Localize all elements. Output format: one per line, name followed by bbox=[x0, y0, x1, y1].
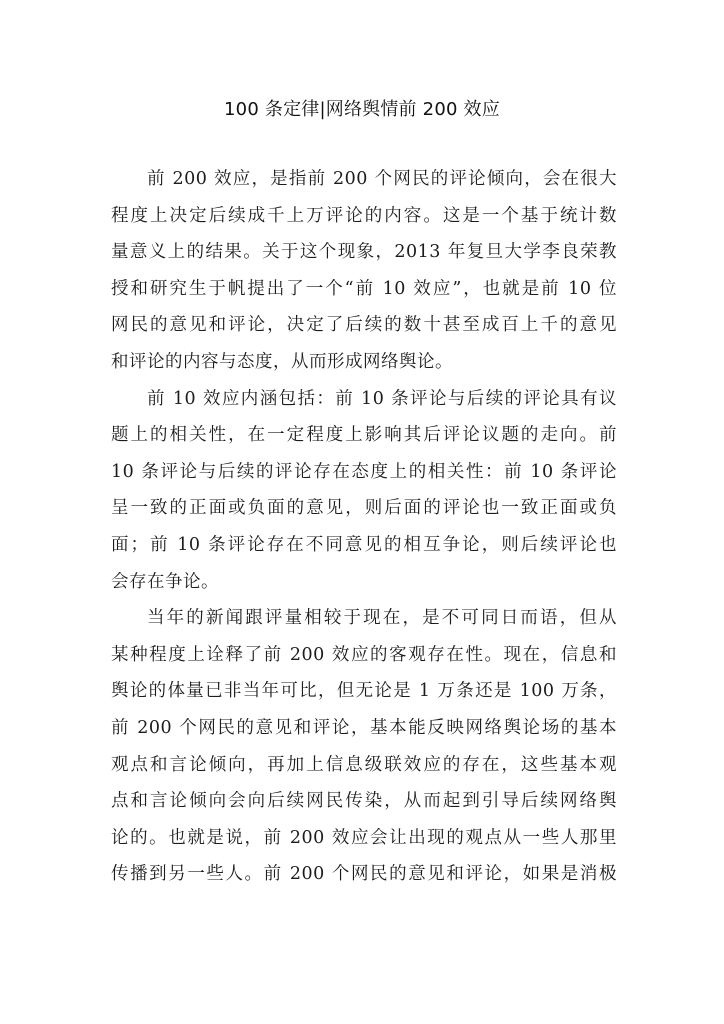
text-line: 前 200 个网民的意见和评论，基本能反映网络舆论场的基本 bbox=[111, 717, 617, 738]
text-line: 点和言论倾向会向后续网民传染，从而起到引导后续网络舆 bbox=[111, 791, 617, 812]
paragraph-3 bbox=[111, 600, 617, 893]
text-line: 传播到另一些人。前 200 个网民的意见和评论，如果是消极 bbox=[111, 864, 617, 885]
text-line: 授和研究生于帆提出了一个“前 10 效应”，也就是前 10 位 bbox=[111, 278, 617, 299]
text-line: 当年的新闻跟评量相较于现在，是不可同日而语，但从 bbox=[147, 608, 617, 629]
paragraph-1 bbox=[111, 161, 617, 381]
text-line: 会存在争论。 bbox=[111, 571, 219, 592]
text-line: 某种程度上诠释了前 200 效应的客观存在性。现在，信息和 bbox=[111, 644, 617, 665]
document-body bbox=[111, 161, 617, 893]
text-line: 程度上决定后续成千上万评论的内容。这是一个基于统计数 bbox=[111, 205, 617, 226]
text-line: 面；前 10 条评论存在不同意见的相互争论，则后续评论也 bbox=[111, 534, 617, 555]
paragraph-2 bbox=[111, 381, 617, 601]
text-line: 前 200 效应，是指前 200 个网民的评论倾向，会在很大 bbox=[147, 169, 617, 189]
text-line: 10 条评论与后续的评论存在态度上的相关性：前 10 条评论 bbox=[111, 461, 617, 482]
text-line: 前 10 效应内涵包括：前 10 条评论与后续的评论具有议 bbox=[147, 388, 617, 409]
text-line: 论的。也就是说，前 200 效应会让出现的观点从一些人那里 bbox=[111, 827, 617, 848]
text-line: 呈一致的正面或负面的意见，则后面的评论也一致正面或负 bbox=[111, 498, 617, 519]
text-line: 观点和言论倾向，再加上信息级联效应的存在，这些基本观 bbox=[111, 754, 617, 775]
text-line: 题上的相关性，在一定程度上影响其后评论议题的走向。前 bbox=[111, 425, 617, 446]
text-line: 量意义上的结果。关于这个现象，2013 年复旦大学李良荣教 bbox=[111, 242, 617, 263]
text-line: 舆论的体量已非当年可比，但无论是 1 万条还是 100 万条， bbox=[111, 681, 617, 702]
text-line: 和评论的内容与态度，从而形成网络舆论。 bbox=[111, 351, 453, 372]
text-line: 网民的意见和评论，决定了后续的数十甚至成百上千的意见 bbox=[111, 315, 617, 336]
document-title: 100 条定律|网络舆情前 200 效应 bbox=[224, 99, 500, 120]
